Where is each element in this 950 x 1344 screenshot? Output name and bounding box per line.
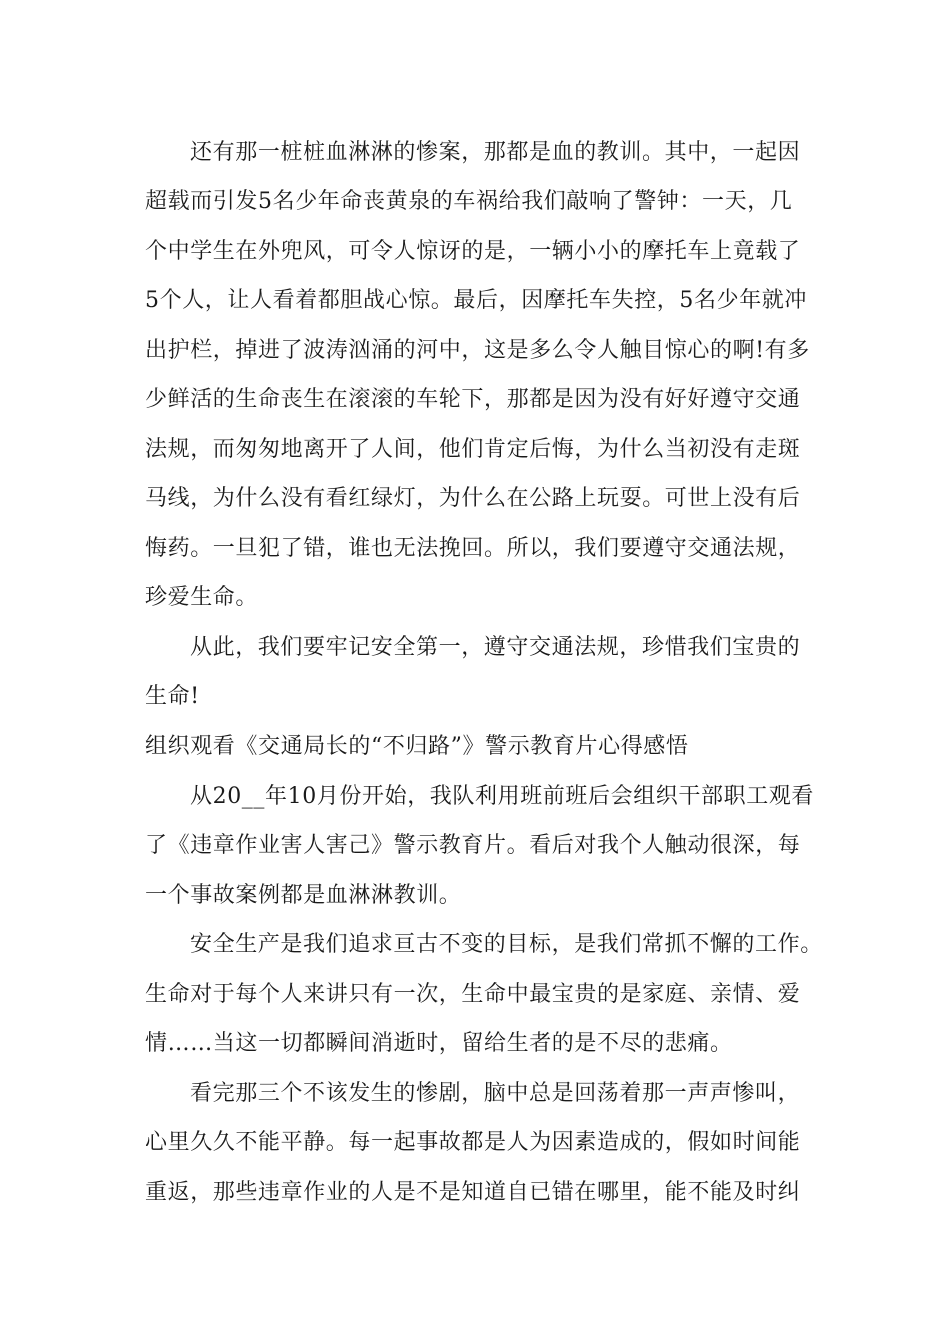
- paragraph-line: 超载而引发5名少年命丧黄泉的车祸给我们敲响了警钟：一天，几: [145, 189, 793, 214]
- paragraph-line: 心里久久不能平静。每一起事故都是人为因素造成的，假如时间能: [145, 1130, 801, 1155]
- paragraph-line: 重返，那些违章作业的人是不是知道自已错在哪里，能不能及时纠: [145, 1180, 801, 1205]
- paragraph-line: 马线，为什么没有看红绿灯，为什么在公路上玩耍。可世上没有后: [145, 486, 801, 511]
- paragraph-line: 一个事故案例都是血淋淋教训。: [145, 883, 462, 908]
- paragraph-line: 5个人，让人看着都胆战心惊。最后，因摩托车失控，5名少年就冲: [145, 288, 807, 313]
- paragraph-line: 看完那三个不该发生的惨剧，脑中总是回荡着那一声声惨叫，: [190, 1081, 801, 1106]
- paragraph-line: 还有那一桩桩血淋淋的惨案，那都是血的教训。其中，一起因: [190, 140, 801, 165]
- paragraph-line: 少鲜活的生命丧生在滚滚的车轮下，那都是因为没有好好遵守交通: [145, 387, 801, 412]
- paragraph-line: 悔药。一旦犯了错，谁也无法挽回。所以，我们要遵守交通法规，: [145, 536, 801, 561]
- paragraph-line: 珍爱生命。: [145, 585, 259, 610]
- paragraph-line: 个中学生在外兜风，可令人惊讶的是，一辆小小的摩托车上竟载了: [145, 239, 801, 264]
- paragraph-line: 出护栏，掉进了波涛汹涌的河中，这是多么令人触目惊心的啊!有多: [145, 338, 810, 363]
- paragraph-line: 情……当这一切都瞬间消逝时，留给生者的是不尽的悲痛。: [145, 1031, 733, 1056]
- paragraph-line: 生命!: [145, 684, 200, 709]
- paragraph-line: 了《违章作业害人害己》警示教育片。看后对我个人触动很深，每: [145, 833, 801, 858]
- paragraph-line: 生命对于每个人来讲只有一次，生命中最宝贵的是家庭、亲情、爱: [145, 982, 801, 1007]
- paragraph-line: 安全生产是我们追求亘古不变的目标，是我们常抓不懈的工作。: [190, 932, 823, 957]
- paragraph-line: 从20__年10月份开始，我队利用班前班后会组织干部职工观看: [190, 784, 814, 809]
- paragraph-line: 从此，我们要牢记安全第一，遵守交通法规，珍惜我们宝贵的: [190, 635, 801, 660]
- paragraph-line: 法规，而匆匆地离开了人间，他们肯定后悔，为什么当初没有走斑: [145, 437, 801, 462]
- section-heading: 组织观看《交通局长的“不归路”》警示教育片心得感悟: [145, 734, 689, 759]
